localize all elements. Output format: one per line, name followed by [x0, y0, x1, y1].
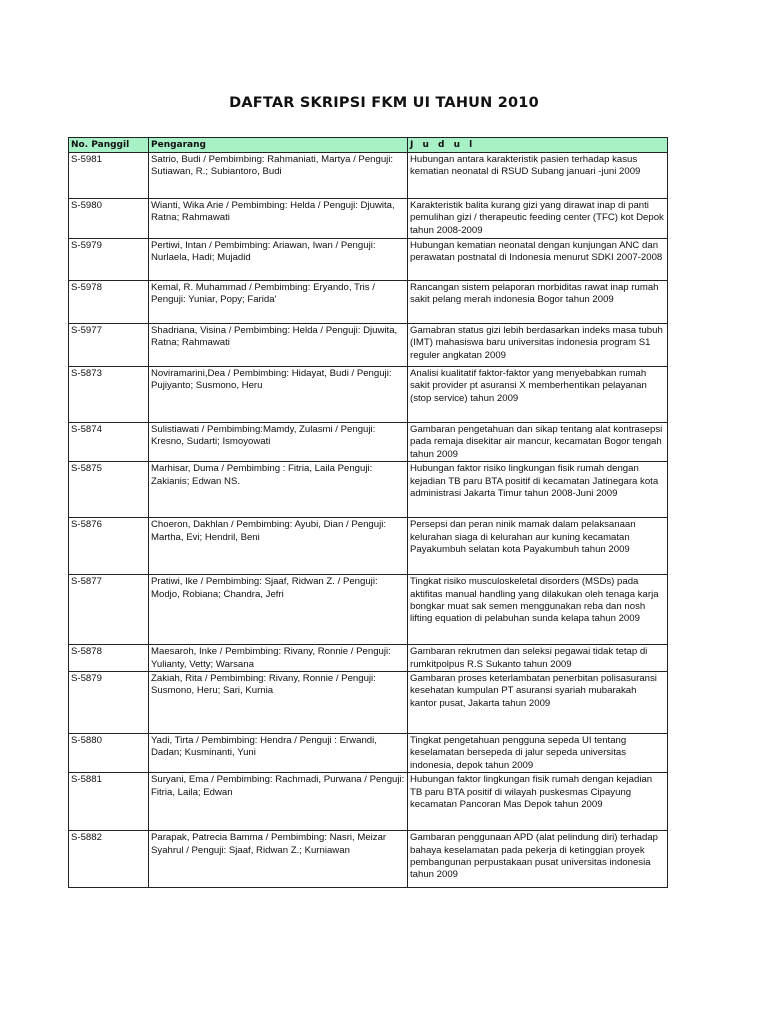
thesis-title-cell: Hubungan kematian neonatal dengan kunjungan ANC dan perawatan postnatal di Indonesia menurut SDKI 2007-2008: [408, 239, 668, 281]
table-row: [69, 324, 668, 367]
thesis-title-cell: Hubungan faktor lingkungan fisik rumah dengan kejadian TB paru BTA positif di wilayah puskesmas Cipayung kecamatan Pancoran Mas Depok tahun 2009: [408, 773, 668, 831]
call-number-cell: S-5979: [69, 239, 149, 281]
call-number-cell: S-5876: [69, 518, 149, 575]
table-row: [69, 367, 668, 423]
thesis-title-cell: Analisi kualitatif faktor-faktor yang menyebabkan rumah sakit provider pt asuransi X memberhentikan pelayanan (stop service) tahun 2009: [408, 367, 668, 423]
thesis-title-cell: Gambaran pengetahuan dan sikap tentang alat kontrasepsi pada remaja disekitar air mancur, kecamatan Bogor tengah tahun 2009: [408, 423, 668, 462]
author-cell: Yadi, Tirta / Pembimbing: Hendra / Penguji : Erwandi, Dadan; Kusminanti, Yuni: [149, 734, 408, 773]
author-cell: Satrio, Budi / Pembimbing: Rahmaniati, Martya / Penguji: Sutiawan, R.; Subiantoro, Budi: [149, 153, 408, 199]
thesis-title-cell: Rancangan sistem pelaporan morbiditas rawat inap rumah sakit pelang merah indonesia Bogor tahun 2009: [408, 281, 668, 324]
call-number-cell: S-5978: [69, 281, 149, 324]
author-cell: Pertiwi, Intan / Pembimbing: Ariawan, Iwan / Penguji: Nurlaela, Hadi; Mujadid: [149, 239, 408, 281]
thesis-title-cell: Gambaran penggunaan APD (alat pelindung diri) terhadap bahaya keselamatan pada pekerja di ketinggian proyek pembangunan perpustakaan pusat universitas indonesia tahun 2009: [408, 831, 668, 888]
author-cell: Kemal, R. Muhammad / Pembimbing: Eryando, Tris / Penguji: Yuniar, Popy; Farida': [149, 281, 408, 324]
author-cell: Maesaroh, Inke / Pembimbing: Rivany, Ronnie / Penguji: Yulianty, Vetty; Warsana: [149, 645, 408, 672]
thesis-title-cell: Hubungan faktor risiko lingkungan fisik rumah dengan kejadian TB paru BTA positif di kecamatan Jatinegara kota administrasi Jakarta Timur tahun 2008-Juni 2009: [408, 462, 668, 518]
thesis-title-cell: Karakteristik balita kurang gizi yang dirawat inap di panti pemulihan gizi / therapeutic feeding center (TFC) kot Depok tahun 2008-2009: [408, 199, 668, 239]
table-row: [69, 239, 668, 281]
table-row: [69, 773, 668, 831]
thesis-title-cell: Gamabran status gizi lebih berdasarkan indeks masa tubuh (IMT) mahasiswa baru universitas indonesia program S1 reguler angkatan 2009: [408, 324, 668, 367]
table-row: [69, 645, 668, 672]
table-row: [69, 575, 668, 645]
table-row: [69, 199, 668, 239]
header-pengarang: Pengarang: [149, 138, 408, 153]
author-cell: Wianti, Wika Arie / Pembimbing: Helda / Penguji: Djuwita, Ratna; Rahmawati: [149, 199, 408, 239]
thesis-title-cell: Gambaran proses keterlambatan penerbitan polisasuransi kesehatan kumpulan PT asuransi syariah mubarakah kantor pusat, Jakarta tahun 2009: [408, 672, 668, 734]
author-cell: Choeron, Dakhlan / Pembimbing: Ayubi, Dian / Penguji: Martha, Evi; Hendril, Beni: [149, 518, 408, 575]
author-cell: Shadriana, Visina / Pembimbing: Helda / Penguji: Djuwita, Ratna; Rahmawati: [149, 324, 408, 367]
call-number-cell: S-5875: [69, 462, 149, 518]
call-number-cell: S-5879: [69, 672, 149, 734]
table-row: [69, 734, 668, 773]
thesis-title-cell: Tingkat pengetahuan pengguna sepeda UI tentang keselamatan bersepeda di jalur sepeda universitas indonesia, depok tahun 2009: [408, 734, 668, 773]
thesis-title-cell: Gambaran rekrutmen dan seleksi pegawai tidak tetap di rumkitpolpus R.S Sukanto tahun 2009: [408, 645, 668, 672]
header-judul: J u d u l: [408, 138, 668, 153]
author-cell: Marhisar, Duma / Pembimbing : Fitria, Laila Penguji: Zakianis; Edwan NS.: [149, 462, 408, 518]
call-number-cell: S-5981: [69, 153, 149, 199]
call-number-cell: S-5880: [69, 734, 149, 773]
author-cell: Suryani, Ema / Pembimbing: Rachmadi, Purwana / Penguji: Fitria, Laila; Edwan: [149, 773, 408, 831]
table-row: [69, 831, 668, 888]
author-cell: Noviramarini,Dea / Pembimbing: Hidayat, Budi / Penguji: Pujiyanto; Susmono, Heru: [149, 367, 408, 423]
header-no-panggil: No. Panggil: [69, 138, 149, 153]
call-number-cell: S-5877: [69, 575, 149, 645]
table-row: [69, 518, 668, 575]
author-cell: Parapak, Patrecia Bamma / Pembimbing: Nasri, Meizar Syahrul / Penguji: Sjaaf, Ridwan Z.; Kurniawan: [149, 831, 408, 888]
thesis-title-cell: Hubungan antara karakteristik pasien terhadap kasus kematian neonatal di RSUD Subang januari -juni 2009: [408, 153, 668, 199]
call-number-cell: S-5977: [69, 324, 149, 367]
table-row: [69, 462, 668, 518]
call-number-cell: S-5878: [69, 645, 149, 672]
page-title: DAFTAR SKRIPSI FKM UI TAHUN 2010: [229, 95, 539, 111]
table-row: [69, 153, 668, 199]
call-number-cell: S-5881: [69, 773, 149, 831]
author-cell: Zakiah, Rita / Pembimbing: Rivany, Ronnie / Penguji: Susmono, Heru; Sari, Kurnia: [149, 672, 408, 734]
author-cell: Pratiwi, Ike / Pembimbing: Sjaaf, Ridwan Z. / Penguji: Modjo, Robiana; Chandra, Jefri: [149, 575, 408, 645]
thesis-title-cell: Persepsi dan peran ninik mamak dalam pelaksanaan kelurahan siaga di kelurahan aur kuning kecamatan Payakumbuh selatan kota Payakumbuh tahun 2009: [408, 518, 668, 575]
call-number-cell: S-5874: [69, 423, 149, 462]
author-cell: Sulistiawati / Pembimbing:Mamdy, Zulasmi / Penguji: Kresno, Sudarti; Ismoyowati: [149, 423, 408, 462]
table-row: [69, 423, 668, 462]
call-number-cell: S-5980: [69, 199, 149, 239]
thesis-table: [68, 137, 668, 888]
table-row: [69, 672, 668, 734]
call-number-cell: S-5882: [69, 831, 149, 888]
call-number-cell: S-5873: [69, 367, 149, 423]
table-header-row: [69, 138, 668, 153]
table-row: [69, 281, 668, 324]
thesis-title-cell: Tingkat risiko musculoskeletal disorders (MSDs) pada aktifitas manual handling yang dilakukan oleh tenaga karja bongkar muat sak semen menggunakan reba dan nosh lifting equation di pelabuhan sunda kelapa tahun 2009: [408, 575, 668, 645]
